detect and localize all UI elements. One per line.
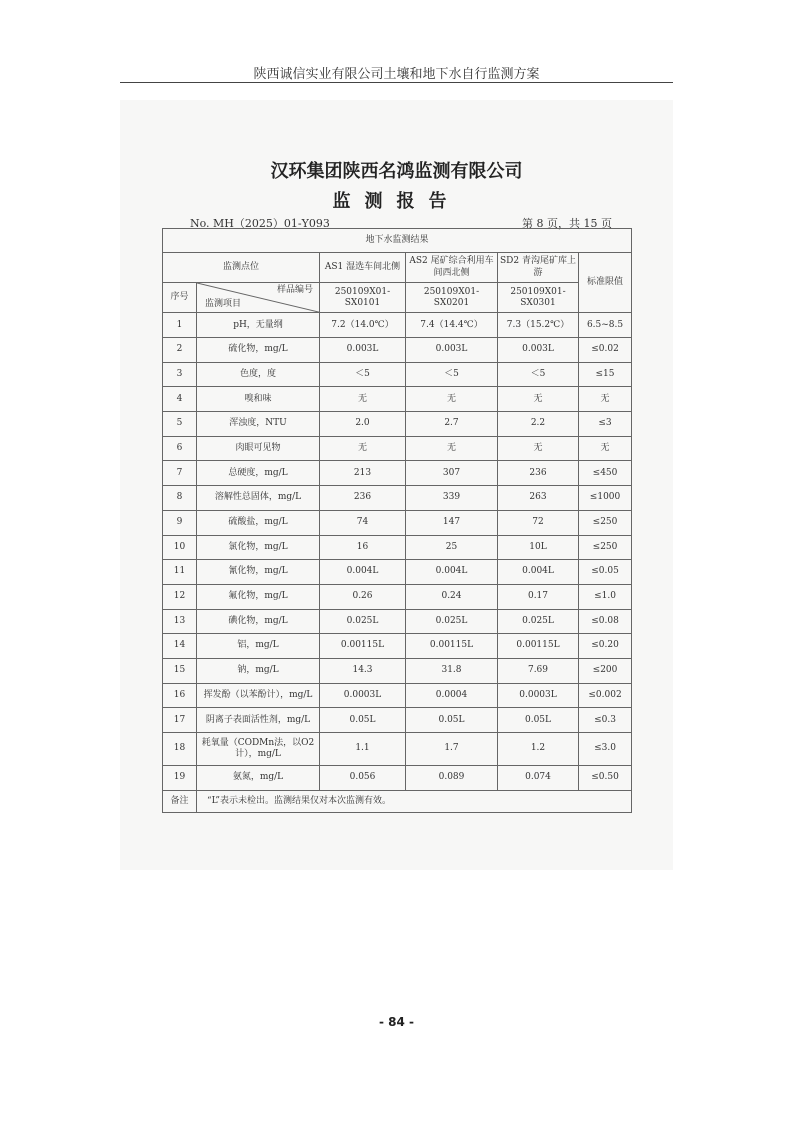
value-point-2: 无 [406,387,498,412]
value-point-1: 16 [320,535,406,560]
value-point-1: 0.00115L [320,634,406,659]
table-row [163,733,632,766]
table-row [163,609,632,634]
standard-limit: ≤1.0 [579,584,632,609]
monitoring-item: 阴离子表面活性剂，mg/L [197,708,320,733]
standard-limit: ≤200 [579,658,632,683]
monitoring-item: 氯化物，mg/L [197,535,320,560]
monitoring-item: 肉眼可见物 [197,436,320,461]
row-number: 15 [163,658,197,683]
row-number: 19 [163,766,197,791]
header-sample-item-cell [197,283,320,313]
value-point-3: 72 [498,510,579,535]
value-point-2: ＜5 [406,362,498,387]
monitoring-item: 浑浊度，NTU [197,412,320,437]
value-point-2: 31.8 [406,658,498,683]
table-row [163,510,632,535]
value-point-3: 无 [498,436,579,461]
standard-limit: ≤0.02 [579,338,632,363]
standard-limit: ≤250 [579,535,632,560]
table-row [163,313,632,338]
report-page-count: 第 8 页，共 15 页 [522,217,612,230]
row-number: 18 [163,733,197,766]
row-number: 2 [163,338,197,363]
monitoring-item: 硫酸盐，mg/L [197,510,320,535]
sample-id-3: 250109X01-SX0301 [498,283,579,313]
page-header: 陕西诚信实业有限公司土壤和地下水自行监测方案 [253,67,540,82]
value-point-1: 0.05L [320,708,406,733]
standard-limit: ≤3.0 [579,733,632,766]
note-label: 备注 [163,790,197,812]
report-organization: 汉环集团陕西名鸿监测有限公司 [270,161,523,182]
value-point-1: 236 [320,486,406,511]
monitoring-item: 铝，mg/L [197,634,320,659]
row-number: 13 [163,609,197,634]
value-point-1: 0.26 [320,584,406,609]
value-point-2: 0.24 [406,584,498,609]
header-no: 序号 [163,283,197,313]
value-point-1: 无 [320,387,406,412]
table-row [163,634,632,659]
monitoring-item: 硫化物，mg/L [197,338,320,363]
standard-limit: 6.5~8.5 [579,313,632,338]
value-point-1: 0.003L [320,338,406,363]
value-point-2: 0.025L [406,609,498,634]
table-row [163,683,632,708]
value-point-1: 2.0 [320,412,406,437]
monitoring-item: 氰化物，mg/L [197,560,320,585]
value-point-2: 0.05L [406,708,498,733]
standard-limit: 无 [579,436,632,461]
standard-limit: 无 [579,387,632,412]
monitoring-item: 耗氧量（CODMn法，以O2计），mg/L [197,733,320,766]
header-divider [120,82,673,83]
sample-id-1: 250109X01-SX0101 [320,283,406,313]
standard-limit: ≤0.20 [579,634,632,659]
value-point-3: ＜5 [498,362,579,387]
value-point-2: 147 [406,510,498,535]
row-number: 17 [163,708,197,733]
header-item: 监测项目 [205,299,242,310]
monitoring-item: 挥发酚（以苯酚计），mg/L [197,683,320,708]
value-point-2: 307 [406,461,498,486]
monitoring-item: 嗅和味 [197,387,320,412]
value-point-1: 14.3 [320,658,406,683]
table-caption: 地下水监测结果 [163,229,632,253]
value-point-2: 0.089 [406,766,498,791]
value-point-2: 无 [406,436,498,461]
value-point-1: 0.025L [320,609,406,634]
value-point-1: 0.056 [320,766,406,791]
row-number: 14 [163,634,197,659]
value-point-1: 0.0003L [320,683,406,708]
table-row [163,535,632,560]
standard-limit: ≤0.08 [579,609,632,634]
table-row [163,584,632,609]
row-number: 1 [163,313,197,338]
value-point-3: 7.3（15.2℃） [498,313,579,338]
row-number: 11 [163,560,197,585]
value-point-2: 0.00115L [406,634,498,659]
value-point-3: 0.025L [498,609,579,634]
monitoring-item: 钠，mg/L [197,658,320,683]
groundwater-results-table [162,228,632,813]
value-point-2: 7.4（14.4℃） [406,313,498,338]
value-point-3: 0.05L [498,708,579,733]
monitoring-item: 碘化物，mg/L [197,609,320,634]
row-number: 12 [163,584,197,609]
monitoring-item: 氨氮，mg/L [197,766,320,791]
table-row [163,766,632,791]
value-point-2: 0.0004 [406,683,498,708]
row-number: 5 [163,412,197,437]
monitoring-item: 溶解性总固体，mg/L [197,486,320,511]
value-point-2: 0.003L [406,338,498,363]
value-point-3: 2.2 [498,412,579,437]
standard-limit: ≤450 [579,461,632,486]
value-point-2: 25 [406,535,498,560]
value-point-2: 339 [406,486,498,511]
standard-limit: ≤0.05 [579,560,632,585]
row-number: 6 [163,436,197,461]
value-point-3: 0.003L [498,338,579,363]
table-row [163,387,632,412]
header-standard: 标准限值 [579,253,632,313]
row-number: 3 [163,362,197,387]
standard-limit: ≤0.3 [579,708,632,733]
monitoring-item: 总硬度，mg/L [197,461,320,486]
row-number: 9 [163,510,197,535]
value-point-3: 0.00115L [498,634,579,659]
value-point-3: 7.69 [498,658,579,683]
table-row [163,412,632,437]
sample-id-2: 250109X01-SX0201 [406,283,498,313]
value-point-1: ＜5 [320,362,406,387]
header-point: 监测点位 [163,253,320,283]
report-number: No. MH（2025）01-Y093 [190,217,330,230]
value-point-3: 263 [498,486,579,511]
header-point-1: AS1 湿选车间北侧 [320,253,406,283]
standard-limit: ≤15 [579,362,632,387]
value-point-3: 0.074 [498,766,579,791]
table-row [163,560,632,585]
value-point-3: 0.0003L [498,683,579,708]
monitoring-item: pH，无量纲 [197,313,320,338]
table-row [163,436,632,461]
value-point-1: 213 [320,461,406,486]
monitoring-item: 氟化物，mg/L [197,584,320,609]
row-number: 8 [163,486,197,511]
row-number: 10 [163,535,197,560]
value-point-2: 0.004L [406,560,498,585]
note-row [163,790,632,812]
standard-limit: ≤250 [579,510,632,535]
table-row [163,362,632,387]
value-point-3: 236 [498,461,579,486]
monitoring-item: 色度，度 [197,362,320,387]
value-point-3: 10L [498,535,579,560]
value-point-1: 0.004L [320,560,406,585]
value-point-1: 7.2（14.0℃） [320,313,406,338]
row-number: 4 [163,387,197,412]
standard-limit: ≤1000 [579,486,632,511]
value-point-3: 0.004L [498,560,579,585]
note-text: “L”表示未检出。监测结果仅对本次监测有效。 [197,790,632,812]
row-number: 16 [163,683,197,708]
value-point-1: 74 [320,510,406,535]
row-number: 7 [163,461,197,486]
value-point-3: 1.2 [498,733,579,766]
value-point-2: 2.7 [406,412,498,437]
header-point-2: AS2 尾矿综合利用车间西北侧 [406,253,498,283]
value-point-3: 0.17 [498,584,579,609]
value-point-3: 无 [498,387,579,412]
table-row [163,338,632,363]
table-row [163,486,632,511]
report-title: 监测报告 [332,191,461,212]
page-number: - 84 - [378,1015,414,1029]
header-sample: 样品编号 [276,285,313,296]
standard-limit: ≤0.50 [579,766,632,791]
standard-limit: ≤0.002 [579,683,632,708]
table-row [163,708,632,733]
header-point-3: SD2 青沟尾矿库上游 [498,253,579,283]
standard-limit: ≤3 [579,412,632,437]
value-point-2: 1.7 [406,733,498,766]
value-point-1: 无 [320,436,406,461]
table-row [163,658,632,683]
table-row [163,461,632,486]
value-point-1: 1.1 [320,733,406,766]
